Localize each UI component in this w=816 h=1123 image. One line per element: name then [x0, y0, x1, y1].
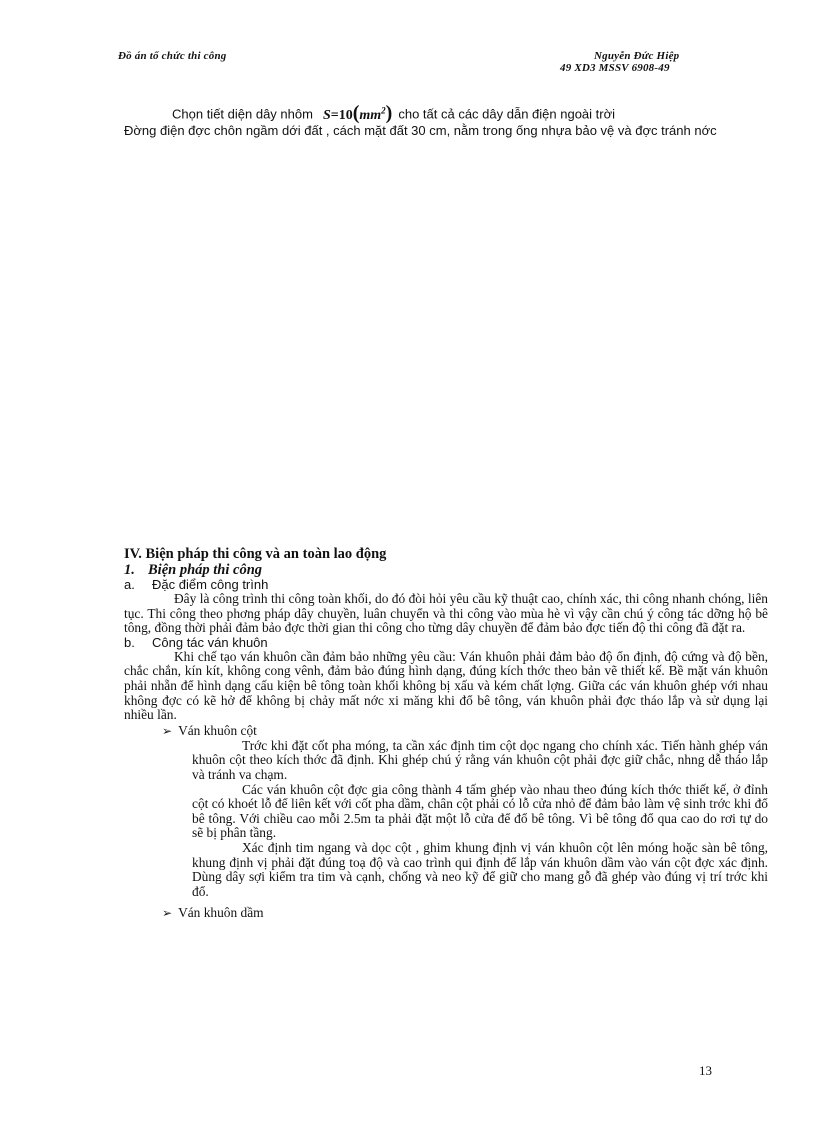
bullet-beam-label: Ván khuôn dầm [178, 905, 264, 921]
formula-s: S [322, 107, 331, 123]
section-title: IV. Biện pháp thi công và an toàn lao động [124, 546, 387, 562]
bullet-column-formwork [162, 723, 768, 739]
item-a-paragraph: Đây là công trình thi công toàn khối, do đó đòi hỏi yêu cầu kỹ thuật cao, chính xác, thi công nhanh chóng, liên tục. Thi công theo phơng pháp dây chuyền, luân chuyển và thi công vào mùa hè vì vậy cần chú ý công tác dỡng hộ bê tông, đồng thời phải đảm bảo đợc thời gian thi công cho từng dây chuyền để đảm bảo đợc tiến độ thi công đã đặt ra. [124, 591, 768, 636]
wire-selection-line [124, 102, 764, 124]
column-paragraph-2: Các ván khuôn cột đợc gia công thành 4 tấm ghép vào nhau theo đúng kích thớc thiết kế, ở đỉnh cột có khoét lỗ để liên kết với cốt pha dầm, chân cột phải có lỗ cửa nhỏ để đảm bảo làm vệ sinh trớc khi đổ bê tông. Với chiều cao mỗi 2.5m ta phải đặt một lỗ cửa để đổ bê tông. Vì bê tông đổ qua cao do rơi tự do sẽ bị phân tầng. [192, 781, 768, 841]
subsection-title [124, 563, 768, 578]
subsection-number: 1. [124, 562, 135, 578]
header-author: Nguyễn Đức Hiệp [594, 50, 680, 62]
formula-exp: 2 [381, 105, 386, 115]
column-paragraph-1: Trớc khi đặt cốt pha móng, ta cần xác định tim cột dọc ngang cho chính xác. Tiến hành ghép ván khuôn cột theo kích thớc đã định. Khi ghép chú ý rằng ván khuôn cột phải đợc giữ chắc, nhng dễ tháo lắp và tránh va chạm. [192, 737, 768, 782]
formula-unit: mm [359, 107, 382, 123]
item-b-heading [124, 636, 768, 650]
page-number: 13 [699, 1063, 712, 1078]
line1-before: Chọn tiết diện dây nhôm [172, 106, 313, 122]
header-left: Đồ án tổ chức thi công [118, 50, 227, 62]
arrowhead-bullet-icon: ➢ [162, 906, 173, 921]
item-a-heading [124, 578, 768, 592]
item-b-paragraph: Khi chế tạo ván khuôn cần đảm bảo những yêu cầu: Ván khuôn phải đảm bảo độ ổn định, độ cứng và độ bền, chắc chắn, kín kít, không cong vênh, đảm bảo đúng hình dạng, đúng kích thớc theo bản vẽ thiết kế. Bề mặt ván khuôn phải nhẵn để hình dạng cấu kiện bê tông toàn khối không bị xấu và kém chất lợng. Giữa các ván khuôn ghép với nhau không đợc có kẽ hở để không bị chảy mất nớc xi măng khi đổ bê tông, ván khuôn phải đợc tháo lắp và sử dụng lại nhiều lần. [124, 648, 768, 723]
formula-eq: =10 [330, 107, 353, 123]
formula [322, 101, 393, 124]
line1-after: cho tất cả các dây dẫn điện ngoài trời [398, 106, 616, 122]
formula-open: ( [352, 101, 360, 124]
item-a-title: Đặc điểm công trình [152, 577, 269, 592]
main-content [124, 546, 768, 921]
formula-close: ) [385, 101, 393, 124]
subsection-label: Biện pháp thi công [148, 562, 263, 578]
arrowhead-bullet-icon: ➢ [162, 723, 173, 738]
header-class-id: 49 XD3 MSSV 6908-49 [560, 62, 670, 74]
item-a-letter: a. [124, 577, 135, 592]
column-paragraph-3: Xác định tim ngang và dọc cột , ghim khung định vị ván khuôn cột lên móng hoặc sàn bê tông, khung định vị phải đặt đúng toạ độ và cao trình qui định để lắp ván khuôn dầm vào ván cột đợc xác định. Dùng dây sợi kiểm tra tim và cạnh, chống và neo kỹ để giữ cho mang gỗ đã ghép vào đúng vị trí trớc khi đổ. [192, 839, 768, 899]
bullet-column-label: Ván khuôn cột [178, 722, 257, 738]
cable-route-text: Đờng điện đợc chôn ngầm dới đất , cách mặt đất 30 cm, nằm trong ống nhựa bảo vệ và đợc tránh nớc [124, 122, 717, 138]
item-b-title: Công tác ván khuôn [152, 634, 268, 650]
top-section [124, 102, 764, 139]
column-formwork-block [192, 739, 768, 900]
item-b-letter: b. [124, 634, 135, 650]
bullet-beam-formwork [162, 905, 768, 921]
